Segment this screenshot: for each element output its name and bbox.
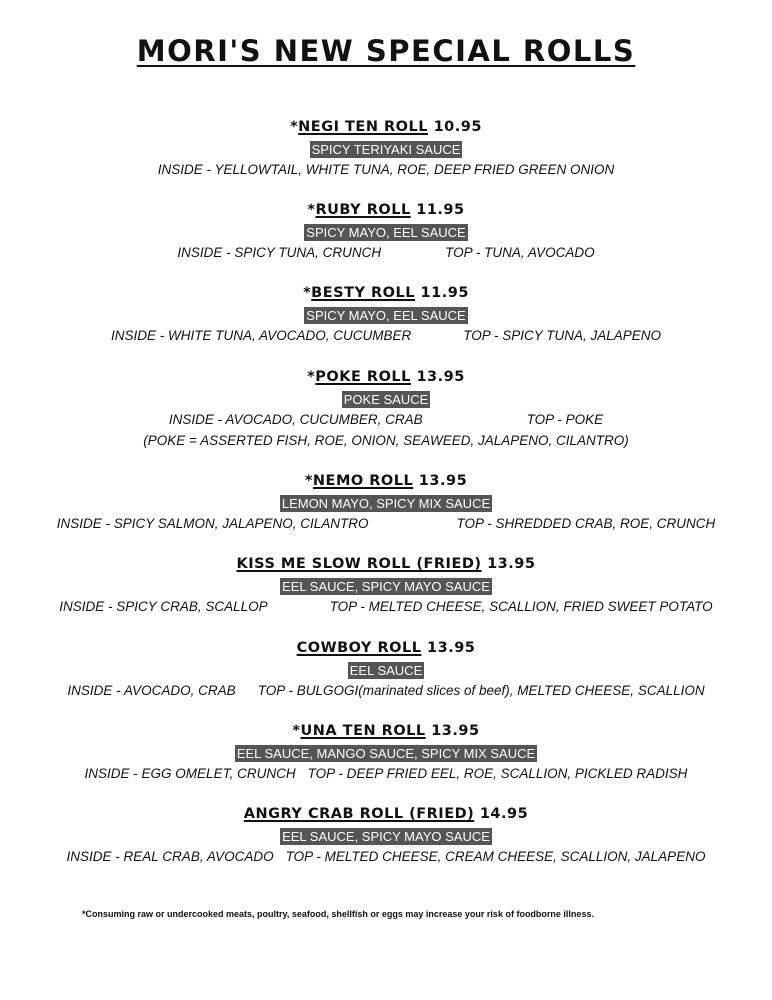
roll-inside: INSIDE - AVOCADO, CUCUMBER, CRAB bbox=[168, 412, 423, 427]
menu-item-negi-ten-roll bbox=[0, 117, 772, 180]
roll-description bbox=[0, 513, 772, 534]
roll-heading bbox=[0, 471, 772, 492]
roll-description bbox=[0, 596, 772, 617]
roll-top: TOP - MELTED CHEESE, SCALLION, FRIED SWEET POTATO bbox=[329, 599, 713, 614]
roll-sauce: LEMON MAYO, SPICY MIX SAUCE bbox=[281, 496, 491, 511]
roll-inside: INSIDE - REAL CRAB, AVOCADO bbox=[66, 849, 274, 864]
roll-price: 13.95 bbox=[487, 556, 536, 572]
food-safety-disclaimer: *Consuming raw or undercooked meats, poultry, seafood, shellfish or eggs may increase your risk of foodborne illness. bbox=[82, 909, 594, 919]
roll-name: UNA TEN ROLL bbox=[300, 723, 426, 739]
roll-inside: INSIDE - SPICY TUNA, CRUNCH bbox=[177, 245, 382, 260]
roll-name: RUBY ROLL bbox=[315, 202, 411, 218]
roll-heading bbox=[0, 200, 772, 221]
roll-name: NEGI TEN ROLL bbox=[298, 119, 428, 135]
raw-marker: * bbox=[292, 723, 301, 739]
roll-name: ANGRY CRAB ROLL (FRIED) bbox=[243, 806, 475, 822]
roll-name: KISS ME SLOW ROLL (FRIED) bbox=[236, 556, 482, 572]
menu-item-una-ten-roll bbox=[0, 721, 772, 784]
roll-description bbox=[0, 846, 772, 867]
roll-inside: INSIDE - YELLOWTAIL, WHITE TUNA, ROE, DEEP FRIED GREEN ONION bbox=[157, 162, 615, 177]
roll-top: TOP - POKE bbox=[526, 412, 604, 427]
roll-sauce: EEL SAUCE, MANGO SAUCE, SPICY MIX SAUCE bbox=[236, 746, 536, 761]
roll-price: 13.95 bbox=[427, 640, 476, 656]
roll-description bbox=[0, 325, 772, 346]
roll-top: TOP - TUNA, AVOCADO bbox=[445, 245, 595, 260]
roll-description bbox=[0, 159, 772, 180]
roll-price: 11.95 bbox=[416, 202, 465, 218]
roll-heading bbox=[0, 283, 772, 304]
roll-sauce: SPICY MAYO, EEL SAUCE bbox=[306, 308, 466, 323]
roll-description bbox=[0, 409, 772, 430]
roll-inside: INSIDE - WHITE TUNA, AVOCADO, CUCUMBER bbox=[110, 328, 412, 343]
menu-item-kiss-me-slow-roll bbox=[0, 554, 772, 617]
roll-top: TOP - MELTED CHEESE, CREAM CHEESE, SCALLION, JALAPENO bbox=[285, 849, 706, 864]
roll-heading bbox=[0, 638, 772, 659]
roll-heading bbox=[0, 721, 772, 742]
menu-item-poke-roll bbox=[0, 367, 772, 451]
roll-name: POKE ROLL bbox=[315, 369, 411, 385]
roll-inside: INSIDE - EGG OMELET, CRUNCH bbox=[84, 766, 296, 781]
roll-name: COWBOY ROLL bbox=[296, 640, 422, 656]
roll-top: TOP - BULGOGI(marinated slices of beef), MELTED CHEESE, SCALLION bbox=[257, 683, 705, 698]
roll-name: BESTY ROLL bbox=[311, 285, 415, 301]
roll-top: TOP - SPICY TUNA, JALAPENO bbox=[463, 328, 662, 343]
roll-inside: INSIDE - SPICY SALMON, JALAPENO, CILANTRO bbox=[56, 516, 369, 531]
raw-marker: * bbox=[303, 285, 312, 301]
roll-name: NEMO ROLL bbox=[312, 473, 414, 489]
roll-sauce: EEL SAUCE, SPICY MAYO SAUCE bbox=[282, 579, 490, 594]
menu-item-besty-roll bbox=[0, 283, 772, 346]
roll-description bbox=[0, 680, 772, 701]
roll-sauce: EEL SAUCE, SPICY MAYO SAUCE bbox=[282, 829, 490, 844]
roll-price: 14.95 bbox=[479, 806, 529, 822]
roll-inside: INSIDE - AVOCADO, CRAB bbox=[67, 683, 236, 698]
menu-item-ruby-roll bbox=[0, 200, 772, 263]
roll-heading bbox=[0, 804, 772, 825]
roll-heading bbox=[0, 367, 772, 388]
roll-sauce: EEL SAUCE bbox=[349, 663, 423, 678]
roll-inside: INSIDE - SPICY CRAB, SCALLOP bbox=[59, 599, 268, 614]
raw-marker: * bbox=[304, 473, 313, 489]
roll-sauce: SPICY MAYO, EEL SAUCE bbox=[306, 225, 466, 240]
roll-price: 11.95 bbox=[420, 285, 469, 301]
page-title: MORI'S NEW SPECIAL ROLLS bbox=[136, 34, 636, 68]
menu-item-angry-crab-roll bbox=[0, 804, 772, 867]
raw-marker: * bbox=[307, 202, 316, 218]
roll-description bbox=[0, 763, 772, 784]
menu-item-cowboy-roll bbox=[0, 638, 772, 701]
roll-price: 10.95 bbox=[433, 119, 482, 135]
roll-top: TOP - DEEP FRIED EEL, ROE, SCALLION, PICKLED RADISH bbox=[307, 766, 688, 781]
menu-item-nemo-roll bbox=[0, 471, 772, 534]
roll-heading bbox=[0, 117, 772, 138]
roll-description bbox=[0, 242, 772, 263]
roll-price: 13.95 bbox=[418, 473, 468, 489]
raw-marker: * bbox=[290, 119, 299, 135]
roll-sauce: SPICY TERIYAKI SAUCE bbox=[311, 142, 461, 157]
roll-price: 13.95 bbox=[431, 723, 480, 739]
roll-top: TOP - SHREDDED CRAB, ROE, CRUNCH bbox=[456, 516, 716, 531]
roll-sauce: POKE SAUCE bbox=[343, 392, 429, 407]
raw-marker: * bbox=[307, 369, 316, 385]
roll-heading bbox=[0, 554, 772, 575]
roll-note: (POKE = ASSERTED FISH, ROE, ONION, SEAWEED, JALAPENO, CILANTRO) bbox=[143, 433, 629, 448]
roll-price: 13.95 bbox=[416, 369, 465, 385]
